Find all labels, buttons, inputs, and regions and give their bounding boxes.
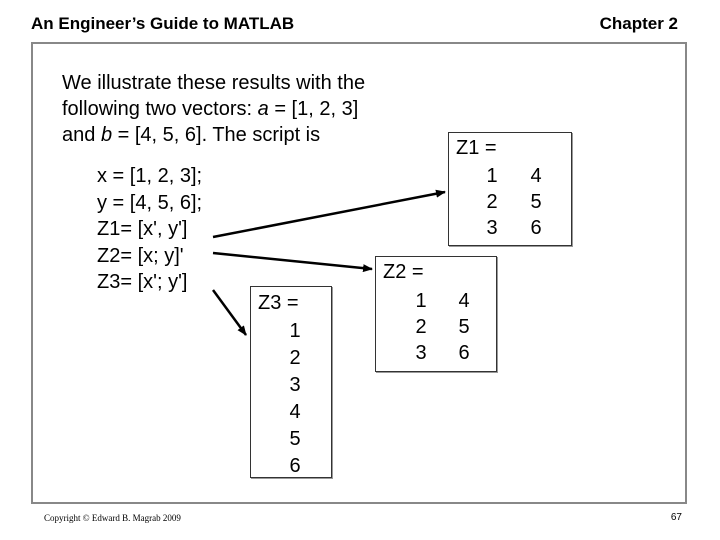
z1-value: 6 bbox=[530, 217, 542, 239]
z2-value: 1 bbox=[415, 290, 427, 312]
script-line: y = [4, 5, 6]; bbox=[97, 191, 203, 214]
intro-line-1: We illustrate these results with the bbox=[62, 72, 366, 94]
z1-value: 5 bbox=[530, 191, 542, 213]
arrow-to-z3 bbox=[213, 290, 246, 335]
script-line: Z3= [x'; y'] bbox=[97, 271, 188, 293]
z3-value: 1 bbox=[289, 320, 301, 342]
z1-label: Z1 = bbox=[456, 137, 497, 159]
intro-text-segment: following two vectors: bbox=[62, 98, 258, 120]
chapter-label: Chapter 2 bbox=[599, 14, 678, 33]
variable-b: b bbox=[100, 124, 113, 146]
z3-value: 6 bbox=[289, 455, 301, 477]
z2-value: 5 bbox=[458, 316, 470, 338]
z3-label: Z3 = bbox=[258, 292, 299, 314]
page-number: 67 bbox=[670, 512, 682, 523]
script-line: Z1= [x', y'] bbox=[97, 218, 188, 240]
z1-value: 1 bbox=[486, 165, 498, 187]
intro-text-segment: = [1, 2, 3] bbox=[268, 98, 359, 120]
z3-value: 3 bbox=[289, 374, 301, 396]
script-line: x = [1, 2, 3]; bbox=[97, 165, 203, 187]
copyright-notice: Copyright © Edward B. Magrab 2009 bbox=[44, 513, 181, 523]
intro-text-segment: and bbox=[62, 124, 101, 146]
z2-value: 2 bbox=[415, 316, 427, 338]
z3-value: 2 bbox=[289, 347, 301, 369]
z2-label: Z2 = bbox=[383, 261, 424, 283]
script-line: Z2= [x; y]' bbox=[97, 244, 184, 267]
z3-value: 4 bbox=[289, 401, 301, 423]
intro-text-segment: = [4, 5, 6]. The script is bbox=[112, 124, 321, 146]
z3-value: 5 bbox=[289, 428, 301, 450]
variable-a: a bbox=[257, 98, 269, 120]
z1-value: 2 bbox=[486, 191, 498, 213]
z1-value: 4 bbox=[530, 165, 542, 187]
z2-value: 6 bbox=[458, 342, 470, 364]
z2-value: 3 bbox=[415, 342, 427, 364]
book-title: An Engineer’s Guide to MATLAB bbox=[31, 14, 295, 33]
z1-value: 3 bbox=[486, 217, 498, 239]
arrow-to-z1 bbox=[213, 192, 445, 237]
z2-value: 4 bbox=[458, 290, 470, 312]
arrow-to-z2 bbox=[213, 253, 372, 269]
